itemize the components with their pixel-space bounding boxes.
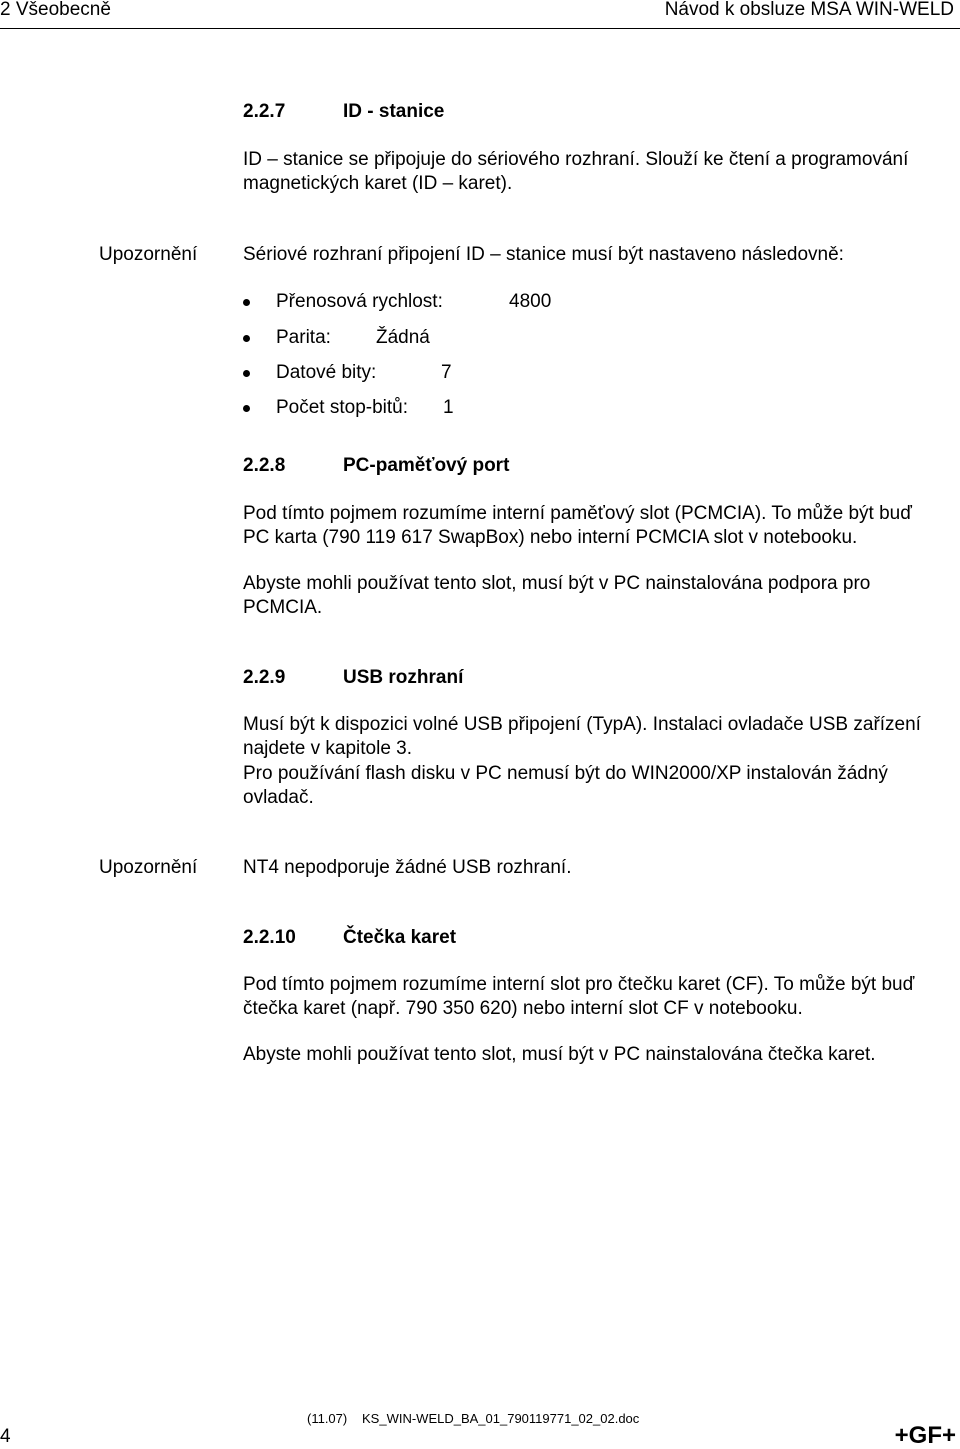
- setting-value: 7: [441, 362, 452, 383]
- note-label: Upozornění: [99, 857, 198, 878]
- setting-value: Žádná: [376, 327, 430, 348]
- setting-label: Počet stop-bitů:: [276, 397, 409, 418]
- section-title-id-station: ID - stanice: [343, 101, 445, 122]
- header-chapter: 2 Všeobecně: [0, 0, 111, 20]
- section-number-2-2-7: 2.2.7: [243, 101, 286, 122]
- section-text-card-reader-1: Pod tímto pojmem rozumíme interní slot pro čtečku karet (CF). To může být buď čtečka karet (např. 790 350 620) nebo interní slot CF v notebooku.: [243, 974, 915, 1019]
- section-text-pc-memory-port-2: Abyste mohli používat tento slot, musí být v PC nainstalována podpora pro PCMCIA.: [243, 573, 871, 618]
- section-number-2-2-8: 2.2.8: [243, 455, 286, 476]
- setting-label: Parita:: [276, 327, 331, 348]
- section-title-usb-interface: USB rozhraní: [343, 667, 464, 688]
- section-number-2-2-9: 2.2.9: [243, 667, 286, 688]
- note-label: Upozornění: [99, 244, 198, 265]
- footer-filename: KS_WIN-WELD_BA_01_790119771_02_02.doc: [362, 1411, 640, 1426]
- header-document-title: Návod k obsluze MSA WIN-WELD: [664, 0, 954, 20]
- section-text-usb-2: Pro používání flash disku v PC nemusí být do WIN2000/XP instalován žádný ovladač.: [243, 763, 888, 808]
- note-text-serial-settings: Sériové rozhraní připojení ID – stanice musí být nastaveno následovně:: [243, 244, 844, 265]
- section-number-2-2-10: 2.2.10: [243, 927, 296, 948]
- section-title-pc-memory-port: PC-paměťový port: [343, 455, 510, 476]
- gf-logo: +GF+: [894, 1422, 956, 1449]
- footer-date: (11.07): [307, 1411, 348, 1426]
- setting-value: 4800: [509, 291, 552, 312]
- setting-label: Datové bity:: [276, 362, 377, 383]
- section-text-usb-1: Musí být k dispozici volné USB připojení (TypA). Instalaci ovladače USB zařízení najdete v kapitole 3.: [243, 714, 921, 759]
- section-text-card-reader-2: Abyste mohli používat tento slot, musí být v PC nainstalována čtečka karet.: [243, 1044, 876, 1065]
- section-title-card-reader: Čtečka karet: [343, 927, 457, 948]
- setting-value: 1: [443, 397, 454, 418]
- setting-label: Přenosová rychlost:: [276, 291, 443, 312]
- page-number: 4: [0, 1426, 11, 1447]
- section-text-id-station: ID – stanice se připojuje do sériového rozhraní. Slouží ke čtení a programování magnetických karet (ID – karet).: [243, 149, 909, 194]
- note-text-nt4: NT4 nepodporuje žádné USB rozhraní.: [243, 857, 572, 878]
- section-text-pc-memory-port-1: Pod tímto pojmem rozumíme interní paměťový slot (PCMCIA). To může být buď PC karta (790 119 617 SwapBox) nebo interní PCMCIA slot v notebooku.: [243, 503, 912, 548]
- header-rule: [0, 28, 960, 29]
